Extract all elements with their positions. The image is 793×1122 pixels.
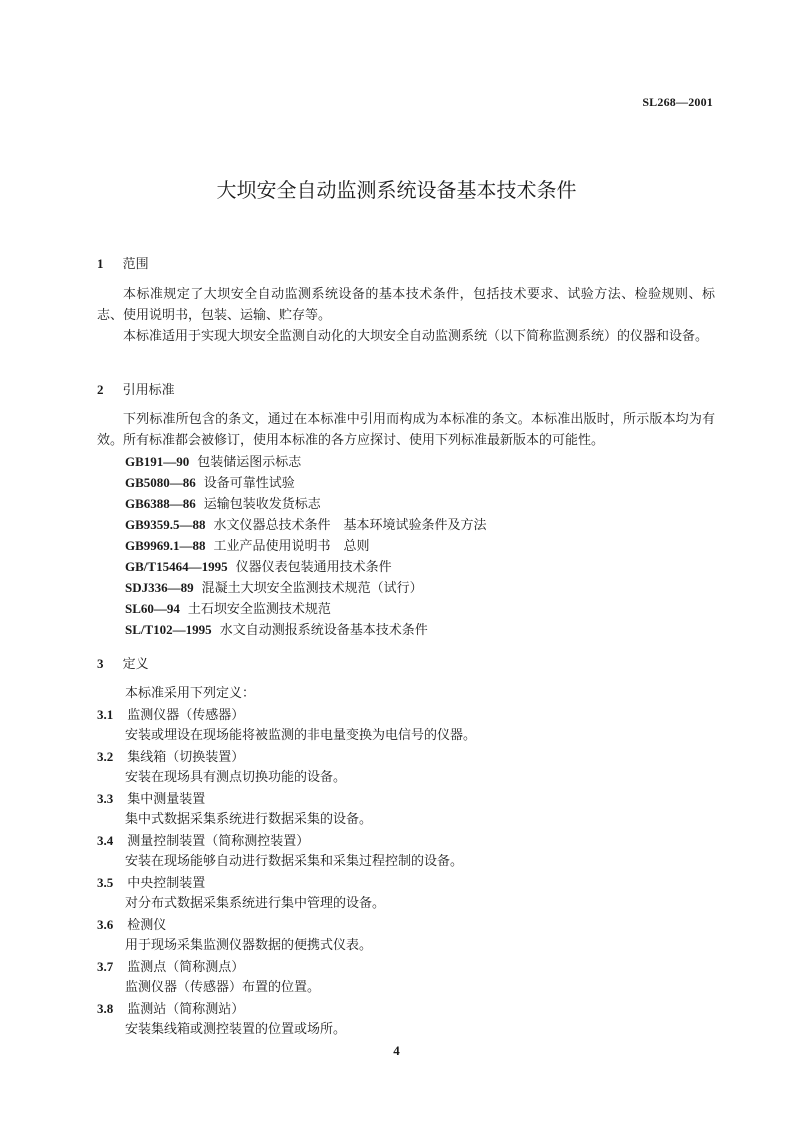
definition-heading [97, 746, 244, 768]
definition-term: 检测仪 [127, 918, 167, 933]
definition-number: 3.3 [97, 791, 114, 806]
definition-heading [97, 704, 244, 726]
definition-text: 用于现场采集监测仪器数据的便携式仪表。 [125, 938, 373, 953]
section-number: 2 [97, 382, 104, 397]
standard-item [125, 451, 301, 473]
definition-text: 安装在现场具有测点切换功能的设备。 [125, 770, 347, 785]
definition-heading [97, 956, 244, 978]
section-title: 定义 [122, 657, 149, 672]
standard-item [125, 472, 295, 494]
definition-heading [97, 788, 205, 810]
definition-number: 3.8 [97, 1001, 114, 1016]
standard-name: 土石坝安全监测技术规范 [187, 602, 331, 617]
standard-code: GB191—90 [125, 454, 190, 469]
section-number: 3 [97, 656, 104, 671]
standard-code: GB9359.5—88 [125, 517, 206, 532]
standard-code: GB9969.1—88 [125, 538, 206, 553]
section-3-heading [97, 653, 149, 672]
definition-number: 3.2 [97, 749, 114, 764]
standard-code: SL60—94 [125, 601, 180, 616]
paragraph: 下列标准所包含的条文，通过在本标准中引用而构成为本标准的条文。本标准出版时，所示版本均为有效。所有标准都会被修订，使用本标准的各方应探讨、使用下列标准最新版本的可能性。 [97, 412, 715, 448]
standard-code: GB/T15464—1995 [125, 559, 228, 574]
definition-term: 集线箱（切换装置） [127, 750, 245, 765]
standard-name: 水文自动测报系统设备基本技术条件 [219, 623, 428, 638]
standard-item [125, 619, 428, 641]
definition-text: 安装在现场能够自动进行数据采集和采集过程控制的设备。 [125, 854, 464, 869]
definition-text: 对分布式数据采集系统进行集中管理的设备。 [125, 896, 386, 911]
standard-name: 仪器仪表包装通用技术条件 [235, 560, 392, 575]
definition-heading [97, 914, 166, 936]
section-1-heading [97, 253, 149, 272]
definition-text: 安装集线箱或测控装置的位置或场所。 [125, 1022, 347, 1037]
standard-code: SDJ336—89 [125, 580, 194, 595]
section-title: 引用标准 [122, 383, 175, 398]
definition-number: 3.5 [97, 875, 114, 890]
standard-code-header: SL268—2001 [642, 95, 713, 109]
standard-name: 设备可靠性试验 [203, 476, 295, 491]
standard-name: 包装储运图示标志 [197, 455, 302, 470]
definition-text: 监测仪器（传感器）布置的位置。 [125, 980, 321, 995]
section-title: 范围 [122, 257, 149, 272]
standard-name: 混凝土大坝安全监测技术规范（试行） [201, 581, 423, 596]
definition-number: 3.6 [97, 917, 114, 932]
standard-name: 水文仪器总技术条件 基本环境试验条件及方法 [213, 518, 487, 533]
standard-name: 工业产品使用说明书 总则 [213, 539, 370, 554]
standard-code: GB5080—86 [125, 475, 196, 490]
definition-heading [97, 998, 244, 1020]
definition-term: 集中测量装置 [127, 792, 206, 807]
standard-code: SL/T102—1995 [125, 622, 212, 637]
definition-term: 测量控制装置（简称测控装置） [127, 834, 310, 849]
definition-heading [97, 872, 205, 894]
definition-number: 3.7 [97, 959, 114, 974]
standard-item [125, 577, 423, 599]
definition-number: 3.1 [97, 707, 114, 722]
standard-item [125, 598, 331, 620]
section-number: 1 [97, 256, 104, 271]
standard-item [125, 514, 487, 536]
standard-code: GB6388—86 [125, 496, 196, 511]
standard-item [125, 556, 392, 578]
paragraph: 本标准适用于实现大坝安全监测自动化的大坝安全自动监测系统（以下简称监测系统）的仪器和设备。 [123, 329, 709, 344]
section-2-heading [97, 379, 175, 398]
definition-number: 3.4 [97, 833, 114, 848]
definition-term: 监测仪器（传感器） [127, 708, 245, 723]
standard-item [125, 535, 370, 557]
paragraph: 本标准规定了大坝安全自动监测系统设备的基本技术条件，包括技术要求、试验方法、检验规则、标志、使用说明书，包装、运输、贮存等。 [97, 287, 715, 323]
standard-item [125, 493, 321, 515]
definitions-intro: 本标准采用下列定义： [125, 686, 256, 701]
definition-heading [97, 830, 309, 852]
definition-term: 中央控制装置 [127, 876, 206, 891]
definition-term: 监测站（简称测站） [127, 1002, 245, 1017]
definition-term: 监测点（简称测点） [127, 960, 245, 975]
document-title: 大坝安全自动监测系统设备基本技术条件 [216, 178, 577, 202]
definition-text: 安装或埋设在现场能将被监测的非电量变换为电信号的仪器。 [125, 728, 477, 743]
page-number: 4 [393, 1043, 400, 1058]
standard-name: 运输包装收发货标志 [203, 497, 321, 512]
definition-text: 集中式数据采集系统进行数据采集的设备。 [125, 812, 373, 827]
